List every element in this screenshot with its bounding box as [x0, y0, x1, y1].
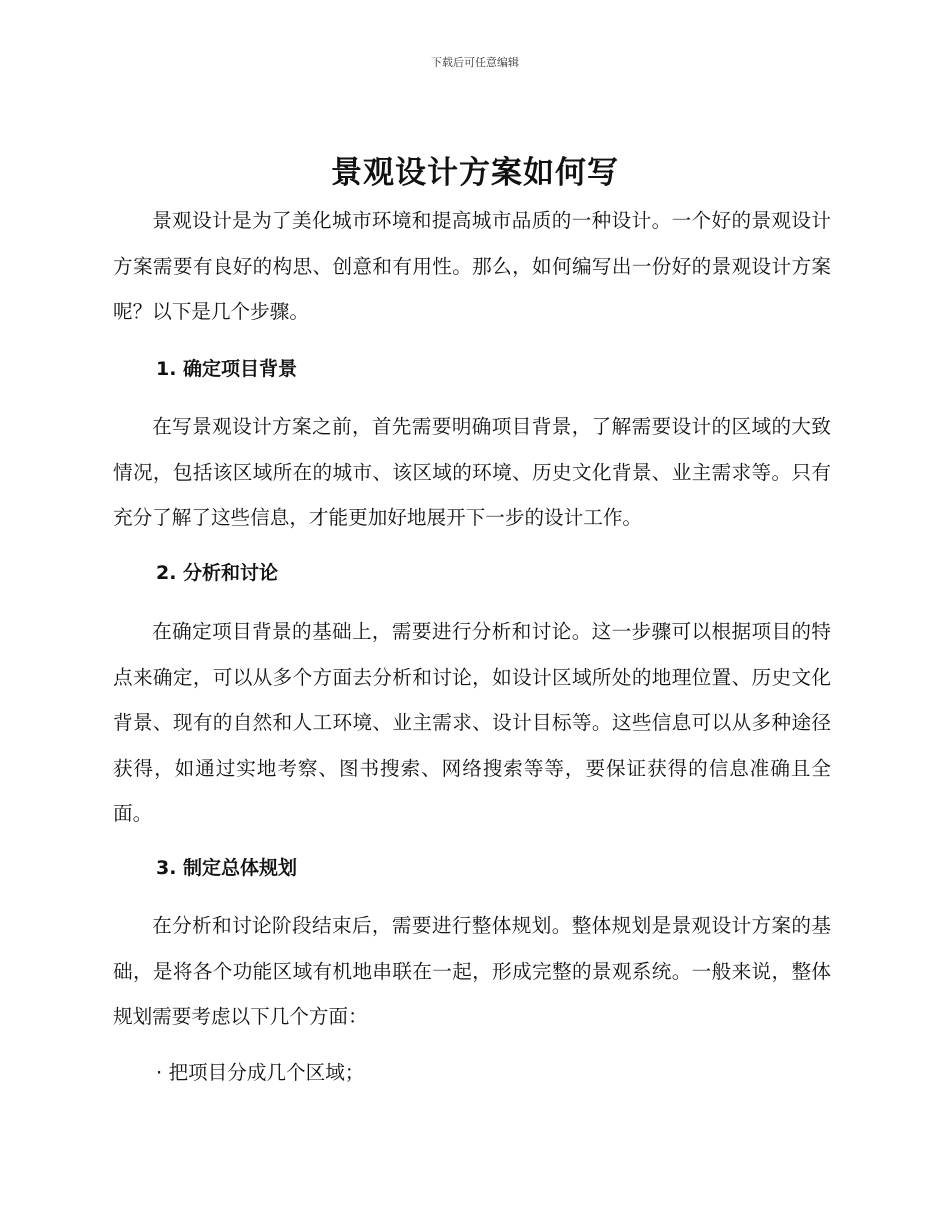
- section-1-paragraph: 在写景观设计方案之前，首先需要明确项目背景，了解需要设计的区域的大致情况，包括该区域所在的城市、该区域的环境、历史文化背景、业主需求等。只有充分了解了这些信息，才能更加好地展开下一步的设计工作。: [113, 415, 831, 529]
- document-title: 景观设计方案如何写: [331, 155, 619, 191]
- page-header-note: 下载后可任意编辑: [431, 56, 519, 69]
- section-3-paragraph: 在分析和讨论阶段结束后，需要进行整体规划。整体规划是景观设计方案的基础，是将各个功能区域有机地串联在一起，形成完整的景观系统。一般来说，整体规划需要考虑以下几个方面：: [113, 914, 831, 1028]
- section-1-heading: 1. 确定项目背景: [156, 358, 298, 380]
- section-2-heading: 2. 分析和讨论: [156, 562, 279, 584]
- list-item: · 把项目分成几个区域；: [156, 1061, 365, 1084]
- intro-paragraph: 景观设计是为了美化城市环境和提高城市品质的一种设计。一个好的景观设计方案需要有良好的构思、创意和有用性。那么，如何编写出一份好的景观设计方案呢？以下是几个步骤。: [113, 209, 831, 323]
- section-2-paragraph: 在确定项目背景的基础上，需要进行分析和讨论。这一步骤可以根据项目的特点来确定，可以从多个方面去分析和讨论，如设计区域所处的地理位置、历史文化背景、现有的自然和人工环境、业主需求、设计目标等。这些信息可以从多种途径获得，如通过实地考察、图书搜索、网络搜索等等，要保证获得的信息准确且全面。: [113, 620, 831, 825]
- section-3-heading: 3. 制定总体规划: [156, 857, 298, 879]
